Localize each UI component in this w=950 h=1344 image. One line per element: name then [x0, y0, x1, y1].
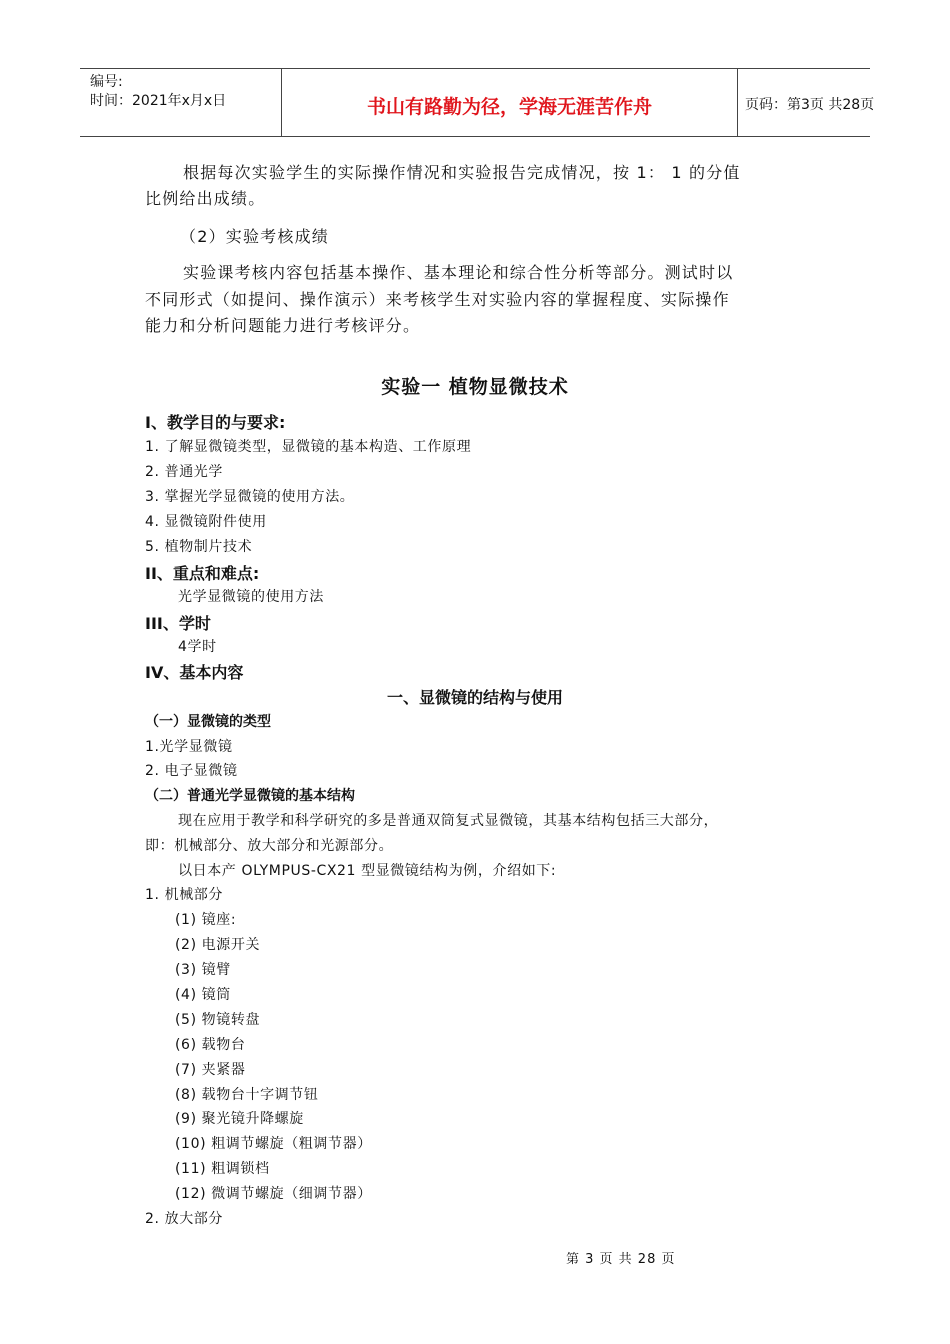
- amplification-heading: 2. 放大部分: [145, 1211, 224, 1227]
- mechanical-item-10: (10) 粗调节螺旋（粗调节器）: [175, 1136, 372, 1152]
- mechanical-item-8: (8) 载物台十字调节钮: [175, 1087, 319, 1103]
- section-1-item-2: 2. 普通光学: [145, 464, 224, 480]
- mechanical-item-9: (9) 聚光镜升降螺旋: [175, 1111, 304, 1127]
- section-3-heading: III、学时: [145, 614, 211, 633]
- intro-p2-line3: 能力和分析问题能力进行考核评分。: [145, 316, 421, 335]
- mechanical-item-7: (7) 夹紧器: [175, 1062, 246, 1078]
- intro-p1-line1: 根据每次实验学生的实际操作情况和实验报告完成情况，按 1： 1 的分值: [183, 163, 741, 182]
- section-4-heading: IV、基本内容: [145, 663, 244, 682]
- header-number: 编号:: [90, 74, 123, 90]
- section-1-heading: I、教学目的与要求:: [145, 413, 286, 432]
- header-motto: 书山有路勤为径，学海无涯苦作舟: [366, 96, 652, 118]
- subsection-1-item-2: 2. 电子显微镜: [145, 763, 238, 779]
- mechanical-item-1: (1) 镜座:: [175, 912, 237, 928]
- page-header: [80, 68, 875, 137]
- mechanical-item-4: (4) 镜筒: [175, 987, 231, 1003]
- section-1-item-4: 4. 显微镜附件使用: [145, 514, 267, 530]
- subsection-1-heading: （一）显微镜的类型: [145, 714, 271, 730]
- section-4-center-title: 一、显微镜的结构与使用: [386, 688, 563, 707]
- mechanical-item-2: (2) 电源开关: [175, 937, 261, 953]
- section-1-item-5: 5. 植物制片技术: [145, 539, 253, 555]
- header-page-info: 页码：第3页 共28页: [745, 97, 875, 113]
- structure-para-2: 以日本产 OLYMPUS-CX21 型显微镜结构为例，介绍如下:: [178, 863, 557, 879]
- experiment-title: 实验一 植物显微技术: [381, 376, 569, 398]
- mechanical-item-3: (3) 镜臂: [175, 962, 231, 978]
- header-page-cell: [737, 69, 875, 136]
- mechanical-item-11: (11) 粗调锁档: [175, 1161, 270, 1177]
- mechanical-heading: 1. 机械部分: [145, 887, 224, 903]
- header-motto-cell: [281, 69, 738, 136]
- intro-subheading-2: （2）实验考核成绩: [180, 227, 329, 246]
- mechanical-item-12: (12) 微调节螺旋（细调节器）: [175, 1186, 372, 1202]
- section-1-item-3: 3. 掌握光学显微镜的使用方法。: [145, 489, 355, 505]
- section-1-item-1: 1. 了解显微镜类型，显微镜的基本构造、工作原理: [145, 439, 472, 455]
- page-footer: 第 3 页 共 28 页: [566, 1252, 676, 1267]
- section-3-content: 4学时: [178, 639, 217, 655]
- intro-p2-line2: 不同形式（如提问、操作演示）来考核学生对实验内容的掌握程度、实际操作: [145, 290, 730, 309]
- structure-para-line2: 即：机械部分、放大部分和光源部分。: [145, 838, 394, 854]
- mechanical-item-5: (5) 物镜转盘: [175, 1012, 261, 1028]
- header-meta-cell: [80, 69, 281, 136]
- mechanical-item-6: (6) 载物台: [175, 1037, 246, 1053]
- header-date: 时间：2021年x月x日: [90, 93, 227, 109]
- subsection-2-heading: （二）普通光学显微镜的基本结构: [145, 788, 355, 804]
- intro-p2-line1: 实验课考核内容包括基本操作、基本理论和综合性分析等部分。测试时以: [183, 263, 734, 282]
- structure-para-line1: 现在应用于教学和科学研究的多是普通双筒复式显微镜，其基本结构包括三大部分，: [178, 813, 719, 829]
- subsection-1-item-1: 1.光学显微镜: [145, 739, 233, 755]
- section-2-content: 光学显微镜的使用方法: [178, 589, 324, 605]
- intro-p1-line2: 比例给出成绩。: [145, 189, 266, 208]
- section-2-heading: II、重点和难点:: [145, 564, 260, 583]
